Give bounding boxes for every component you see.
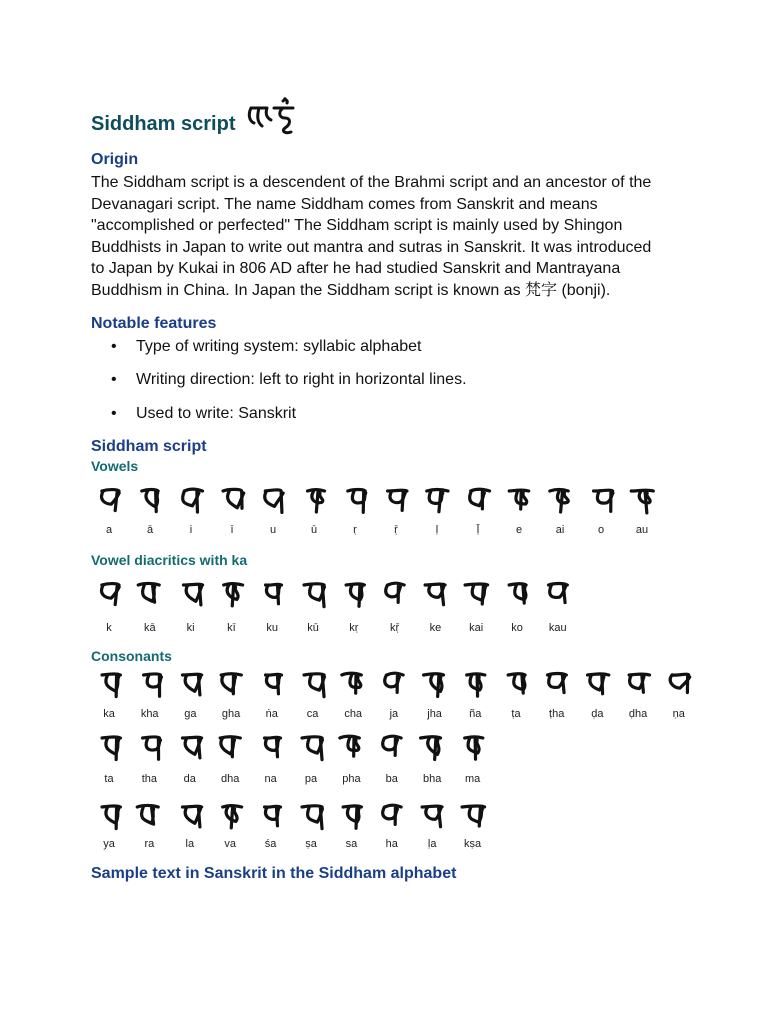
siddham-glyph-icon bbox=[455, 729, 491, 763]
transliteration-label: pa bbox=[304, 773, 318, 785]
transliteration-label: ṭha bbox=[549, 708, 565, 720]
siddham-glyph-icon bbox=[172, 798, 208, 832]
siddham-glyph-icon bbox=[333, 798, 369, 832]
feature-text: Used to write: Sanskrit bbox=[136, 404, 297, 422]
siddham-glyph-icon bbox=[333, 729, 369, 763]
transliteration-label: a bbox=[105, 524, 113, 536]
features-heading: Notable features bbox=[91, 315, 217, 332]
siddham-glyph-icon bbox=[91, 798, 127, 832]
origin-paragraph bbox=[91, 172, 691, 302]
origin-heading: Origin bbox=[91, 151, 139, 168]
siddham-glyph-icon bbox=[131, 729, 167, 763]
transliteration-label: kī bbox=[227, 622, 236, 634]
transliteration-label: ku bbox=[266, 622, 278, 634]
page-title: Siddham script bbox=[91, 113, 236, 135]
transliteration-label: kṝ bbox=[390, 622, 400, 634]
siddham-glyph-icon bbox=[335, 666, 371, 700]
origin-line: Buddhism in China. In Japan the Siddham script is known as 梵字 (bonji). bbox=[91, 281, 611, 299]
transliteration-label: ha bbox=[385, 838, 398, 850]
transliteration-label: e bbox=[515, 524, 523, 536]
siddham-glyph-icon bbox=[336, 576, 372, 610]
transliteration-label: kai bbox=[469, 622, 484, 634]
siddham-glyph-icon bbox=[498, 666, 534, 700]
transliteration-label: na bbox=[264, 773, 277, 785]
siddham-glyph-icon bbox=[91, 576, 127, 610]
siddham-glyph-icon bbox=[91, 482, 127, 516]
transliteration-label: ḷa bbox=[427, 838, 437, 850]
feature-text: Writing direction: left to right in horizontal lines. bbox=[136, 371, 467, 389]
transliteration-label: ki bbox=[186, 622, 195, 634]
transliteration-label: pha bbox=[342, 773, 361, 785]
transliteration-label: au bbox=[635, 524, 649, 536]
siddham-glyph-icon bbox=[378, 482, 414, 516]
transliteration-label: sa bbox=[345, 838, 358, 850]
siddham-glyph-icon bbox=[255, 482, 291, 516]
siddham-glyph-icon bbox=[499, 576, 535, 610]
bullet-icon: • bbox=[111, 338, 117, 355]
siddham-glyph-icon bbox=[540, 576, 576, 610]
list-item bbox=[111, 403, 467, 436]
siddham-glyph-icon bbox=[377, 576, 413, 610]
list-item bbox=[111, 369, 467, 402]
transliteration-label: i bbox=[189, 524, 193, 536]
siddham-glyph-icon bbox=[374, 729, 410, 763]
siddham-glyph-icon bbox=[293, 798, 329, 832]
siddham-glyph-icon bbox=[254, 576, 290, 610]
transliteration-label: da bbox=[183, 773, 196, 785]
transliteration-label: dha bbox=[221, 773, 240, 785]
diacritics-heading: Vowel diacritics with ka bbox=[91, 552, 248, 568]
transliteration-label: ṛ bbox=[353, 524, 357, 536]
transliteration-label: ja bbox=[389, 708, 399, 720]
origin-line: to Japan by Kukai in 806 AD after he had studied Sanskrit and Mantrayana bbox=[91, 260, 621, 278]
siddham-glyph-icon bbox=[172, 729, 208, 763]
siddham-glyph-icon bbox=[661, 666, 697, 700]
transliteration-label: jha bbox=[427, 708, 442, 720]
siddham-glyph-icon bbox=[501, 482, 537, 516]
siddham-glyph-icon bbox=[539, 666, 575, 700]
transliteration-label: bha bbox=[423, 773, 442, 785]
transliteration-label: ṝ bbox=[394, 524, 398, 536]
siddham-glyph-icon bbox=[579, 666, 615, 700]
siddham-glyph-icon bbox=[620, 666, 656, 700]
sample-heading: Sample text in Sanskrit in the Siddham alphabet bbox=[91, 865, 457, 882]
transliteration-label: ṭa bbox=[511, 708, 521, 720]
siddham-glyph-icon bbox=[254, 666, 290, 700]
transliteration-label: kū bbox=[307, 622, 319, 634]
siddham-glyph-icon bbox=[376, 666, 412, 700]
siddham-glyph-icon bbox=[417, 576, 453, 610]
siddham-glyph-icon bbox=[542, 482, 578, 516]
transliteration-label: va bbox=[224, 838, 236, 850]
transliteration-label: u bbox=[269, 524, 277, 536]
transliteration-label: ṣa bbox=[305, 838, 317, 850]
bullet-icon: • bbox=[111, 371, 117, 389]
transliteration-label: ḍha bbox=[628, 708, 648, 720]
transliteration-label: ca bbox=[306, 708, 319, 720]
siddham-glyph-icon bbox=[213, 666, 249, 700]
transliteration-label: ña bbox=[469, 708, 482, 720]
siddham-glyph-icon bbox=[212, 798, 248, 832]
transliteration-label: ṇa bbox=[672, 708, 685, 720]
origin-line: Buddhists in Japan to write out mantra and sutras in Sanskrit. It was introduced bbox=[91, 238, 652, 256]
transliteration-label: ko bbox=[511, 622, 523, 634]
siddham-glyph-icon bbox=[173, 576, 209, 610]
siddham-glyph-icon bbox=[457, 666, 493, 700]
siddham-glyph-icon bbox=[91, 729, 127, 763]
siddham-glyph-icon bbox=[417, 666, 453, 700]
transliteration-label: ya bbox=[103, 838, 115, 850]
transliteration-label: ai bbox=[555, 524, 565, 536]
vowels-heading: Vowels bbox=[91, 458, 139, 474]
transliteration-label: ta bbox=[104, 773, 114, 785]
siddham-glyph-icon bbox=[132, 482, 168, 516]
siddham-glyph-icon bbox=[337, 482, 373, 516]
siddham-glyph-icon bbox=[213, 576, 249, 610]
transliteration-label: kṣa bbox=[464, 838, 482, 850]
transliteration-label: ke bbox=[429, 622, 442, 634]
transliteration-label: kau bbox=[548, 622, 567, 634]
transliteration-label: ū bbox=[310, 524, 318, 536]
transliteration-label: ga bbox=[184, 708, 197, 720]
transliteration-label: ḷ bbox=[435, 524, 439, 536]
origin-line: "accomplished or perfected" The Siddham script is mainly used by Shingon bbox=[91, 217, 623, 235]
transliteration-label: ba bbox=[385, 773, 398, 785]
transliteration-label: gha bbox=[221, 708, 241, 720]
transliteration-label: ma bbox=[464, 773, 481, 785]
siddham-glyph-icon bbox=[253, 729, 289, 763]
transliteration-label: ka bbox=[103, 708, 115, 720]
list-item bbox=[111, 336, 467, 369]
transliteration-label: o bbox=[597, 524, 605, 536]
transliteration-label: ḹ bbox=[476, 524, 480, 536]
transliteration-label: ḍa bbox=[591, 708, 604, 720]
consonants-heading: Consonants bbox=[91, 648, 172, 664]
siddham-glyph-icon bbox=[212, 729, 248, 763]
siddham-glyph-icon bbox=[91, 666, 127, 700]
siddham-glyph-icon bbox=[214, 482, 250, 516]
siddham-glyph-icon bbox=[132, 576, 168, 610]
origin-line: Devanagari script. The name Siddham comes from Sanskrit and means bbox=[91, 195, 598, 213]
siddham-script-name-glyphs-icon bbox=[245, 96, 301, 136]
transliteration-label: cha bbox=[344, 708, 363, 720]
transliteration-label: kā bbox=[143, 622, 156, 634]
transliteration-label: ā bbox=[146, 524, 154, 536]
siddham-glyph-icon bbox=[172, 666, 208, 700]
siddham-glyph-icon bbox=[460, 482, 496, 516]
siddham-glyph-icon bbox=[295, 666, 331, 700]
siddham-glyph-icon bbox=[455, 798, 491, 832]
transliteration-label: kha bbox=[140, 708, 159, 720]
siddham-glyph-icon bbox=[132, 666, 168, 700]
siddham-glyph-icon bbox=[296, 482, 332, 516]
siddham-glyph-icon bbox=[458, 576, 494, 610]
siddham-glyph-icon bbox=[295, 576, 331, 610]
transliteration-label: śa bbox=[264, 838, 277, 850]
transliteration-label: ṅa bbox=[265, 708, 278, 720]
transliteration-label: ī bbox=[230, 524, 234, 536]
siddham-glyph-icon bbox=[253, 798, 289, 832]
siddham-glyph-icon bbox=[414, 798, 450, 832]
siddham-glyph-icon bbox=[374, 798, 410, 832]
feature-text: Type of writing system: syllabic alphabet bbox=[136, 338, 422, 355]
siddham-glyph-icon bbox=[414, 729, 450, 763]
siddham-glyph-icon bbox=[583, 482, 619, 516]
script-heading: Siddham script bbox=[91, 438, 207, 455]
transliteration-label: la bbox=[185, 838, 195, 850]
siddham-glyph-icon bbox=[173, 482, 209, 516]
bullet-icon: • bbox=[111, 404, 117, 422]
siddham-glyph-icon bbox=[419, 482, 455, 516]
transliteration-label: k bbox=[106, 622, 112, 634]
siddham-glyph-icon bbox=[624, 482, 660, 516]
transliteration-label: kṛ bbox=[349, 622, 359, 634]
siddham-glyph-icon bbox=[293, 729, 329, 763]
features-list bbox=[111, 336, 467, 436]
siddham-glyph-icon bbox=[131, 798, 167, 832]
transliteration-label: tha bbox=[141, 773, 158, 785]
transliteration-label: ra bbox=[144, 838, 155, 850]
origin-line: The Siddham script is a descendent of the Brahmi script and an ancestor of the bbox=[91, 174, 652, 191]
